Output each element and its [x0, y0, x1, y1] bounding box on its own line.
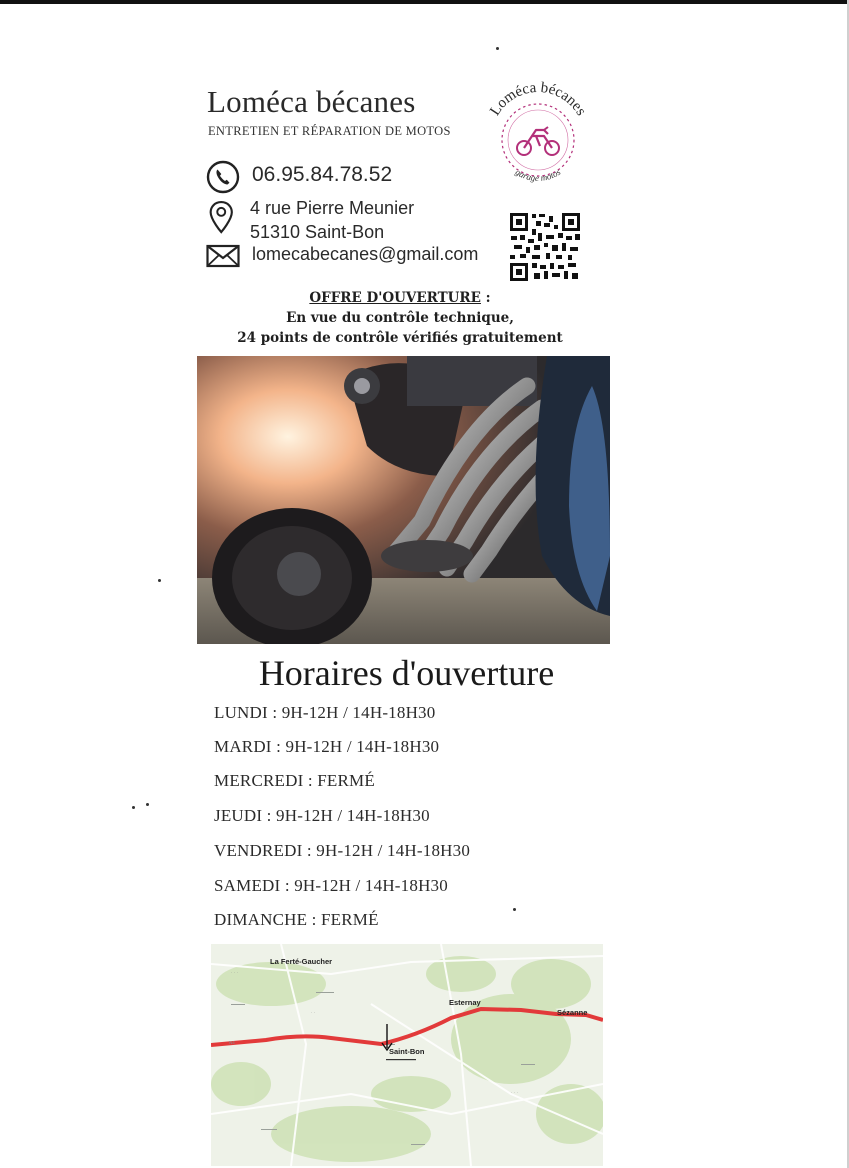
email-address[interactable]: lomecabecanes@gmail.com [252, 244, 479, 264]
offer-line-2: 24 points de contrôle vérifiés gratuitement [237, 330, 563, 346]
hours-wednesday: MERCREDI : FERMÉ [214, 771, 375, 790]
hours-sunday: DIMANCHE : FERMÉ [214, 910, 379, 929]
motorcycle-exhaust-photo [197, 356, 610, 644]
phone-number[interactable]: 06.95.84.78.52 [252, 163, 393, 186]
garage-logo [478, 74, 598, 194]
offer-title [200, 290, 600, 306]
email-row [206, 241, 478, 268]
address-row [206, 199, 414, 244]
address-city: 51310 Saint-Bon [250, 222, 385, 242]
qr-code [508, 211, 582, 283]
svg-text:· ·: · · [311, 1010, 316, 1015]
map-label-ferte: La Ferté-Gaucher [270, 957, 333, 966]
hours-monday: LUNDI : 9H-12H / 14H-18H30 [214, 703, 436, 722]
location-pin-icon [208, 199, 238, 237]
map-label-road: N4 [229, 1040, 235, 1045]
phone-row [206, 160, 392, 194]
offer-line-1: En vue du contrôle technique, [286, 310, 514, 326]
hours-saturday: SAMEDI : 9H-12H / 14H-18H30 [214, 876, 448, 895]
logo-top-text: Loméca bécanes [487, 79, 589, 119]
address-block [250, 196, 414, 244]
map-label-sezanne: Sézanne [557, 1008, 588, 1017]
offer-title-label: OFFRE D'OUVERTURE [309, 290, 481, 306]
hours-friday: VENDREDI : 9H-12H / 14H-18H30 [214, 841, 471, 860]
envelope-icon [206, 244, 240, 268]
location-map[interactable] [211, 944, 603, 1166]
hours-tuesday: MARDI : 9H-12H / 14H-18H30 [214, 737, 440, 756]
map-label-saint-bon: Saint-Bon [389, 1047, 425, 1056]
phone-icon [206, 160, 240, 194]
address-street: 4 rue Pierre Meunier [250, 198, 415, 218]
svg-text:· · ·: · · · [511, 1090, 518, 1095]
scan-speck [513, 908, 516, 911]
brand-title: Loméca bécanes [207, 84, 416, 119]
scan-speck [146, 803, 149, 806]
scan-speck [158, 579, 161, 582]
hours-thursday: JEUDI : 9H-12H / 14H-18H30 [214, 806, 430, 825]
hours-title: Horaires d'ouverture [258, 653, 555, 693]
motorcycle-icon [517, 127, 559, 155]
scan-border-top [0, 0, 849, 4]
map-label-esternay: Esternay [449, 998, 481, 1007]
offer-title-colon: : [480, 290, 491, 306]
logo-bottom-text: garage motos [513, 166, 563, 183]
scan-speck [132, 806, 135, 809]
scan-speck [496, 47, 499, 50]
svg-text:· · ·: · · · [231, 970, 238, 975]
brand-tagline: ENTRETIEN ET RÉPARATION DE MOTOS [208, 124, 451, 138]
